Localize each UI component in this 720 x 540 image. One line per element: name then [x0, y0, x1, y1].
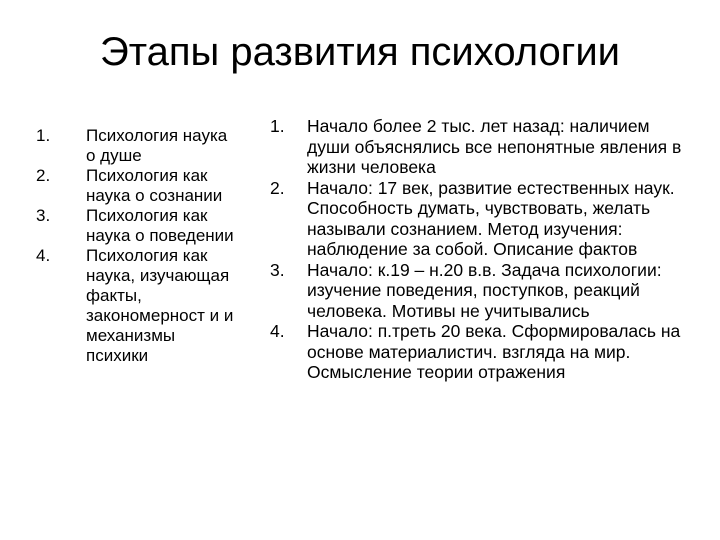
right-list-item — [270, 116, 690, 178]
right-item-number: 4. — [270, 321, 285, 341]
left-list-item — [36, 246, 236, 366]
left-list-item — [36, 206, 236, 246]
left-item-number: 1. — [36, 126, 51, 145]
left-list — [36, 126, 236, 366]
right-list-item — [270, 178, 690, 260]
right-item-text: Начало: 17 век, развитие естественных наук. Способность думать, чувствовать, желать называли сознанием. Метод изучения: наблюдение за собой. Описание фактов — [307, 177, 675, 259]
left-item-text: Психология как наука о поведении — [86, 206, 234, 245]
left-list-item — [36, 126, 236, 166]
right-item-text: Начало: п.треть 20 века. Сформировалась на основе материалистич. взгляда на мир. Осмысление теории отражения — [307, 321, 681, 382]
left-item-number: 3. — [36, 206, 51, 225]
left-item-text: Психология наука о душе — [86, 126, 228, 165]
left-item-number: 2. — [36, 166, 51, 185]
right-list-item — [270, 260, 690, 322]
right-item-number: 3. — [270, 259, 285, 280]
right-list-item — [270, 321, 690, 383]
left-item-text: Психология как наука, изучающая факты, закономерност и и механизмы психики — [86, 246, 234, 365]
slide-title: Этапы развития психологии — [99, 30, 621, 74]
left-list-item — [36, 166, 236, 206]
left-item-number: 4. — [36, 246, 51, 265]
right-item-text: Начало более 2 тыс. лет назад: наличием души объяснялись все непонятные явления в жизни человека — [307, 116, 682, 177]
right-item-number: 1. — [270, 116, 285, 136]
right-list — [270, 116, 690, 383]
left-item-text: Психология как наука о сознании — [86, 166, 223, 205]
right-item-text: Начало: к.19 – н.20 в.в. Задача психологии: изучение поведения, поступков, реакций человека. Мотивы не учитывались — [307, 259, 662, 321]
right-item-number: 2. — [270, 177, 285, 198]
